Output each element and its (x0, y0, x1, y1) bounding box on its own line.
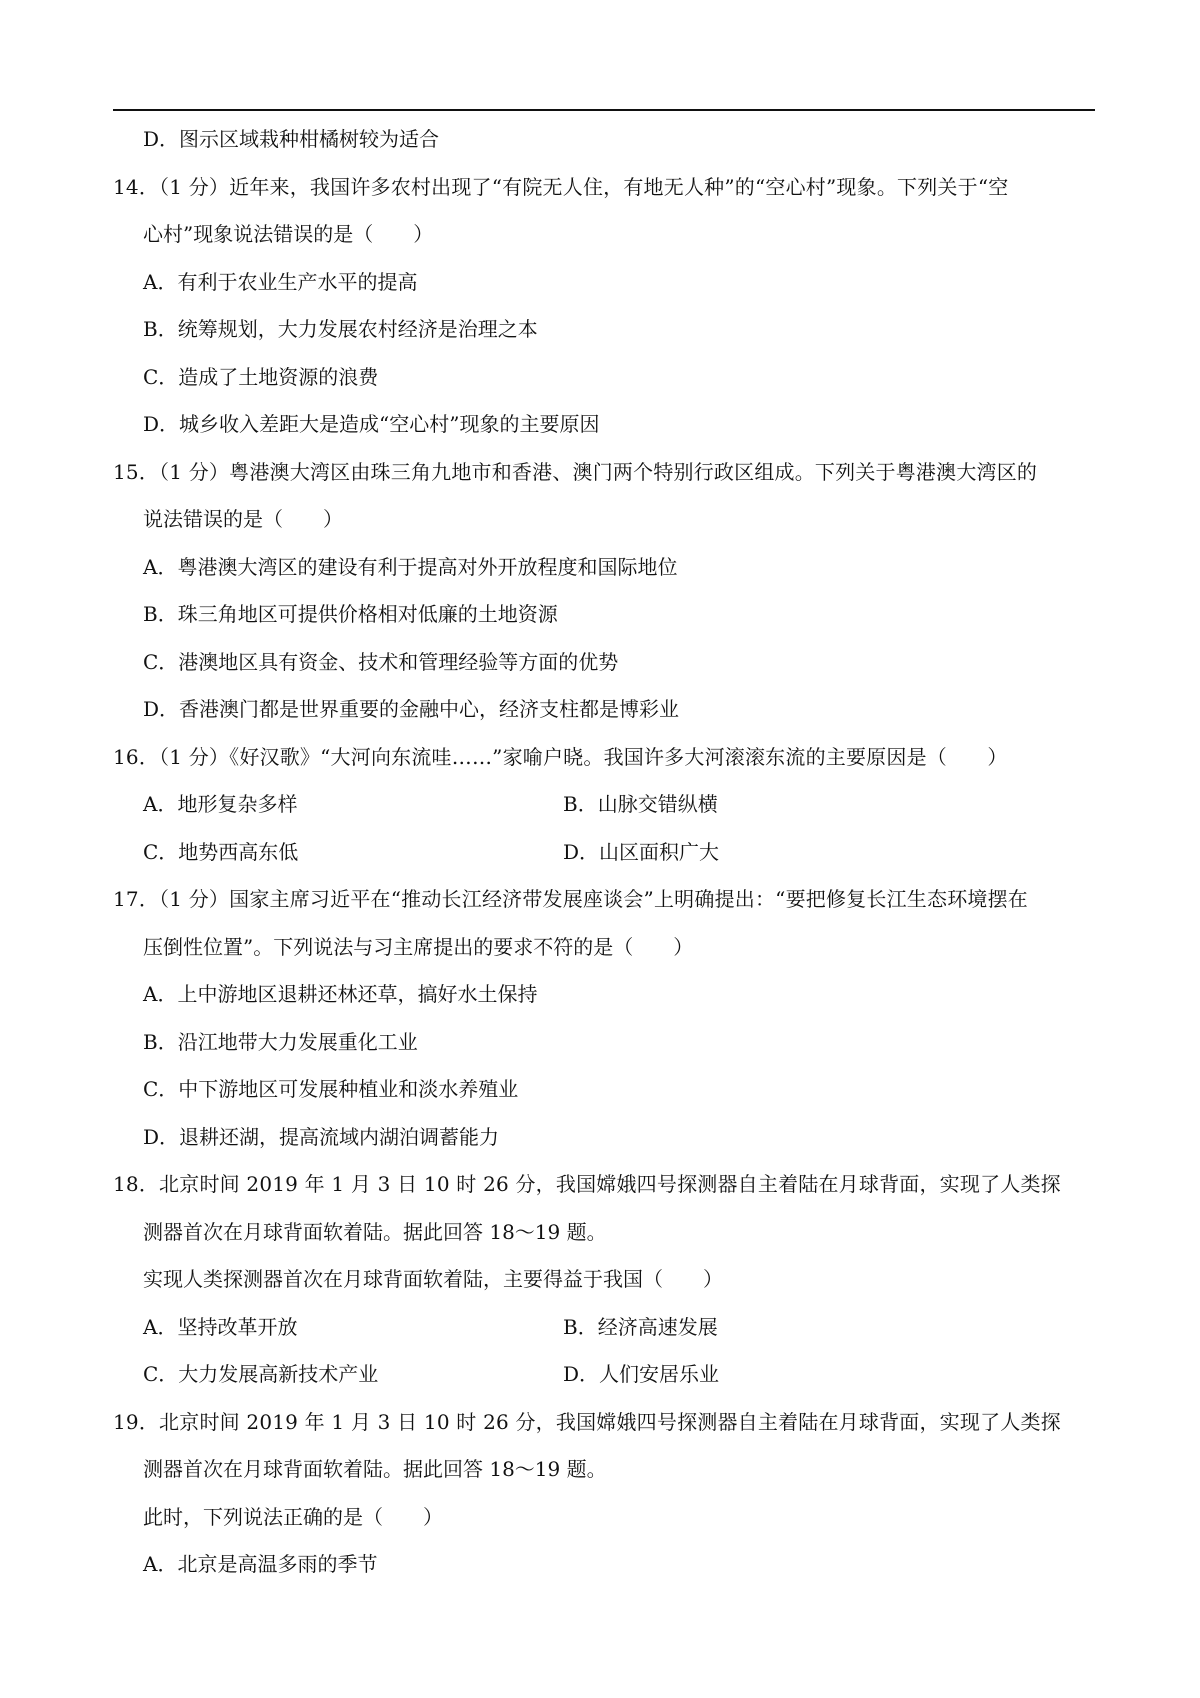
q16-options-row-2 (113, 829, 1095, 877)
q13-option-d: D．图示区域栽种柑橘树较为适合 (143, 127, 440, 151)
q19-stem-line3: 此时，下列说法正确的是（ ） (143, 1504, 443, 1529)
q15-stem-line2: 说法错误的是（ ） (143, 507, 343, 531)
q19-stem-line1: 19．北京时间 2019 年 1 月 3 日 10 时 26 分，我国嫦娥四号探测器自主着陆在月球背面，实现了人类探 (113, 1409, 1061, 1434)
q17-option-d: D．退耕还湖，提高流域内湖泊调蓄能力 (143, 1124, 500, 1149)
q18-option-a: A．坚持改革开放 (143, 1314, 298, 1339)
exam-page-content (113, 116, 1095, 1589)
q15-stem-line1: 15．（1 分）粤港澳大湾区由珠三角九地市和香港、澳门两个特别行政区组成。下列关于粤港澳大湾区的 (113, 459, 1038, 484)
q18-stem-line2: 测器首次在月球背面软着陆。据此回答 18～19 题。 (143, 1219, 607, 1244)
q16-option-a: A．地形复杂多样 (143, 792, 298, 816)
q15-option-a: A．粤港澳大湾区的建设有利于提高对外开放程度和国际地位 (143, 554, 678, 579)
q15-option-b: B．珠三角地区可提供价格相对低廉的土地资源 (143, 602, 558, 626)
q18-stem-line1: 18．北京时间 2019 年 1 月 3 日 10 时 26 分，我国嫦娥四号探测器自主着陆在月球背面，实现了人类探 (113, 1172, 1061, 1196)
q17-option-b: B．沿江地带大力发展重化工业 (143, 1029, 418, 1054)
q16-options-row-1 (113, 781, 1095, 829)
q14-option-d: D．城乡收入差距大是造成“空心村”现象的主要原因 (143, 412, 600, 436)
q14-option-b: B．统筹规划，大力发展农村经济是治理之本 (143, 317, 538, 341)
header-rule (113, 109, 1095, 111)
q17-stem-line2: 压倒性位置”。下列说法与习主席提出的要求不符的是（ ） (143, 934, 694, 959)
q14-option-a: A．有利于农业生产水平的提高 (143, 269, 418, 294)
q17-stem-line1: 17．（1 分）国家主席习近平在“推动长江经济带发展座谈会”上明确提出：“要把修复长江生态环境摆在 (113, 887, 1029, 911)
q16-option-d: D．山区面积广大 (563, 839, 720, 864)
q18-option-b: B．经济高速发展 (563, 1314, 718, 1339)
q17-option-a: A．上中游地区退耕还林还草，搞好水土保持 (143, 982, 538, 1006)
q14-stem-line2: 心村”现象说法错误的是（ ） (143, 222, 434, 246)
q15-option-d: D．香港澳门都是世界重要的金融中心，经济支柱都是博彩业 (143, 697, 680, 721)
q18-options-row-2 (113, 1351, 1095, 1399)
q19-option-a: A．北京是高温多雨的季节 (143, 1552, 378, 1576)
q18-options-row-1 (113, 1304, 1095, 1352)
q18-option-c: C．大力发展高新技术产业 (143, 1362, 379, 1386)
q18-stem-line3: 实现人类探测器首次在月球背面软着陆，主要得益于我国（ ） (143, 1267, 723, 1291)
q19-stem-line2: 测器首次在月球背面软着陆。据此回答 18～19 题。 (143, 1457, 607, 1481)
q16-stem-line1: 16．（1 分）《好汉歌》“大河向东流哇……”家喻户晓。我国许多大河滚滚东流的主要原因是（ ） (113, 744, 1008, 769)
q16-option-b: B．山脉交错纵横 (563, 792, 718, 816)
q16-option-c: C．地势西高东低 (143, 839, 299, 864)
q14-stem-line1: 14．（1 分）近年来，我国许多农村出现了“有院无人住，有地无人种”的“空心村”现象。下列关于“空 (113, 174, 1009, 199)
q17-option-c: C．中下游地区可发展种植业和淡水养殖业 (143, 1077, 519, 1101)
q18-option-d: D．人们安居乐业 (563, 1362, 720, 1386)
q14-option-c: C．造成了土地资源的浪费 (143, 364, 379, 389)
q15-option-c: C．港澳地区具有资金、技术和管理经验等方面的优势 (143, 649, 619, 674)
